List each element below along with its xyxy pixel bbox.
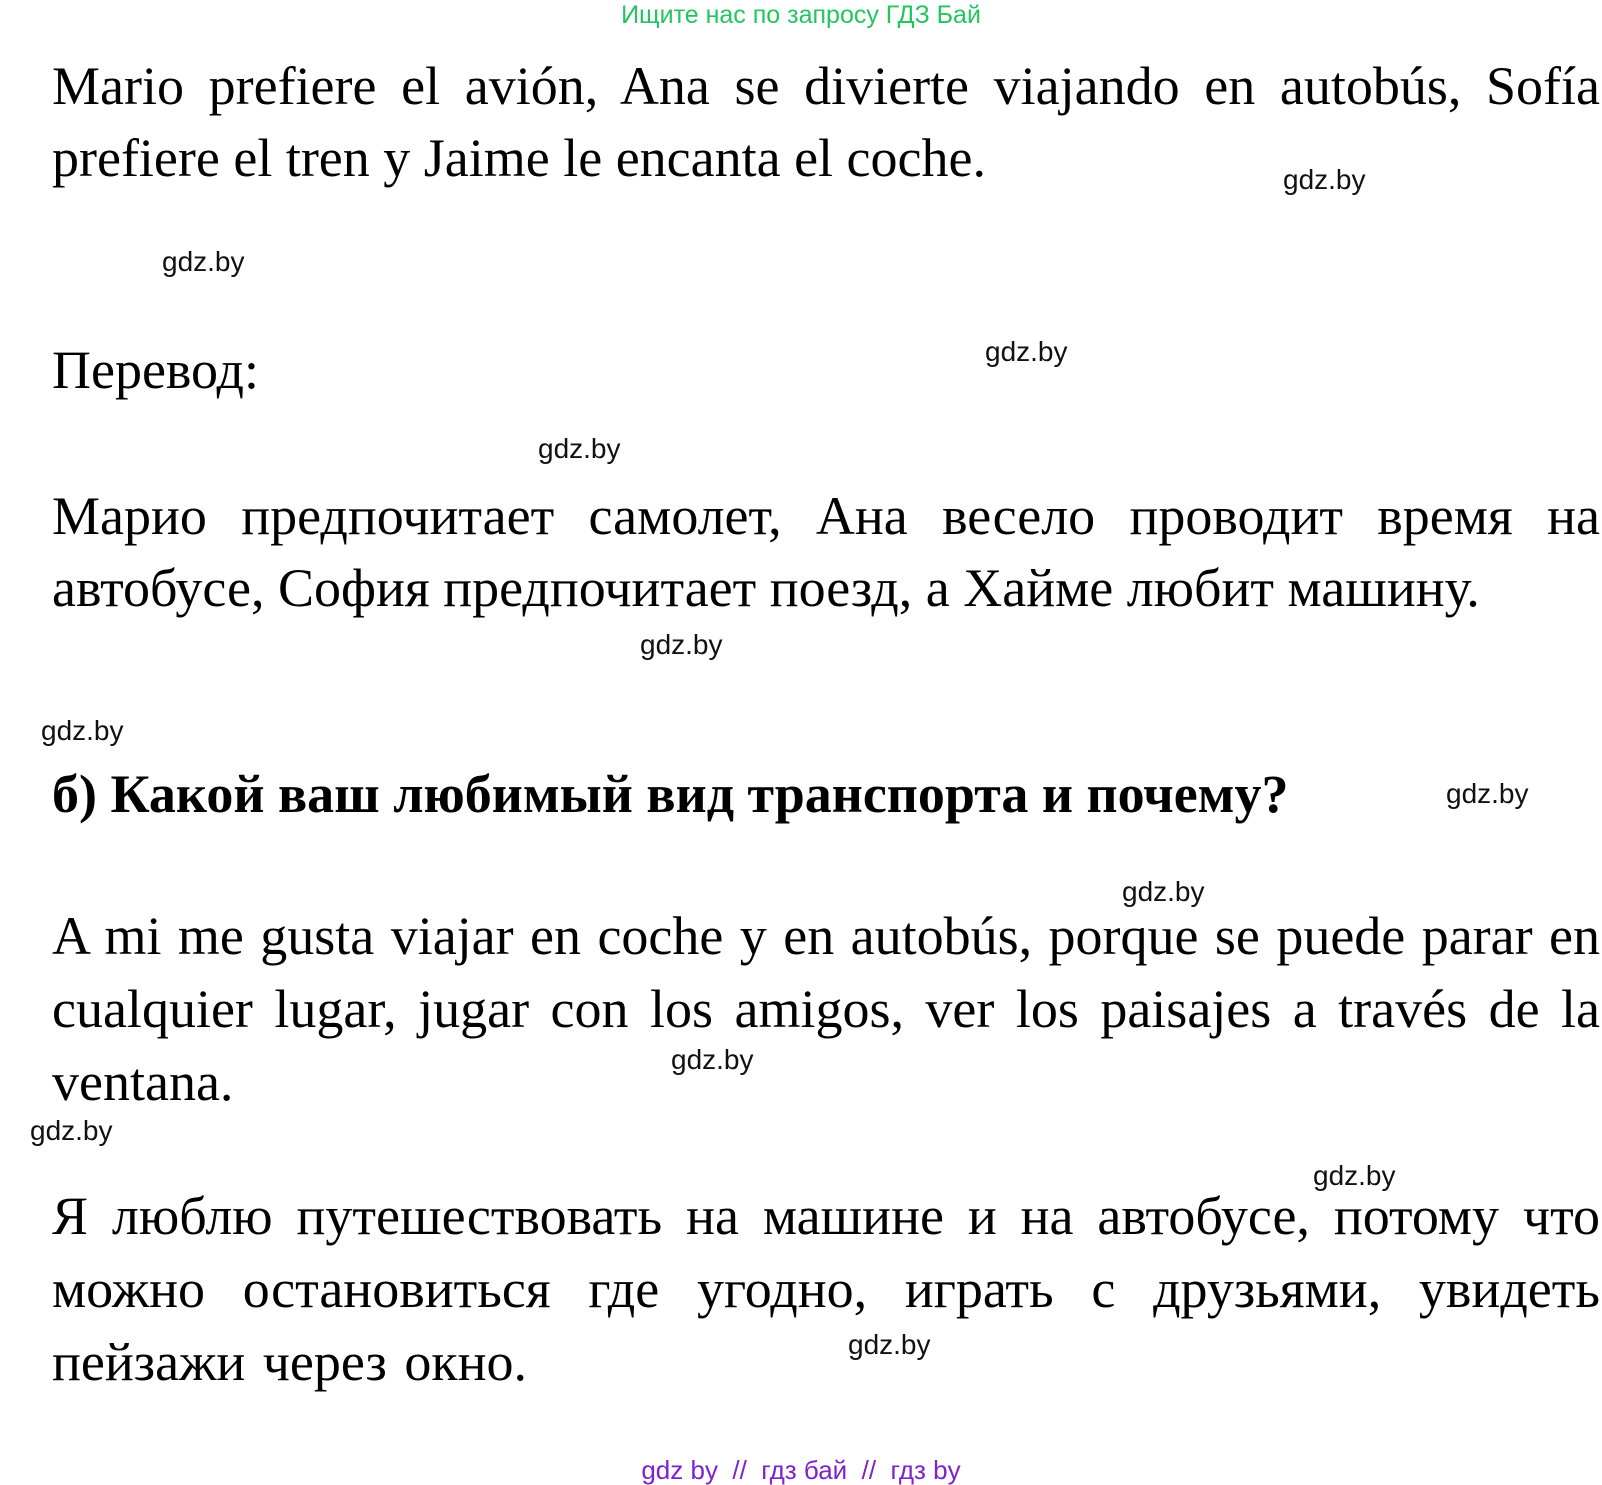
watermark: gdz.by — [162, 246, 245, 277]
watermark: gdz.by — [1446, 778, 1529, 809]
translation-label: Перевод: — [52, 340, 259, 400]
watermark: gdz.by — [1122, 876, 1205, 907]
watermark: gdz.by — [1313, 1160, 1396, 1191]
russian-translation-paragraph: Марио предпочитает самолет, Ана весело проводит время на автобусе, София предпочитает поезд, а Хайме любит машину. — [52, 486, 1600, 618]
russian-translation-paragraph-2: Я люблю путешествовать на машине и на автобусе, потому что можно остановиться где угодно, играть с друзьями, увидеть пейзажи через окно. — [52, 1186, 1600, 1392]
watermark: gdz.by — [848, 1329, 931, 1360]
watermark: gdz.by — [41, 715, 124, 746]
watermark: gdz.by — [985, 336, 1068, 367]
spanish-answer-paragraph: Mario prefiere el avión, Ana se divierte viajando en autobús, Sofía prefiere el tren y Jaime le encanta el coche. — [52, 56, 1600, 188]
watermark: gdz.by — [30, 1115, 113, 1146]
watermark: gdz.by — [1283, 164, 1366, 195]
watermark: gdz.by — [671, 1044, 754, 1075]
footer-links: gdz by // гдз бай // гдз by — [641, 1455, 961, 1485]
spanish-answer-paragraph-2: A mi me gusta viajar en coche y en autobús, porque se puede parar en cualquier lugar, jugar con los amigos, ver los paisajes a través de la ventana. — [52, 906, 1600, 1112]
question-heading: б) Какой ваш любимый вид транспорта и почему? — [52, 764, 1289, 824]
header-banner: Ищите нас по запросу ГДЗ Бай — [621, 1, 981, 29]
watermark: gdz.by — [538, 433, 621, 464]
watermark: gdz.by — [640, 629, 723, 660]
